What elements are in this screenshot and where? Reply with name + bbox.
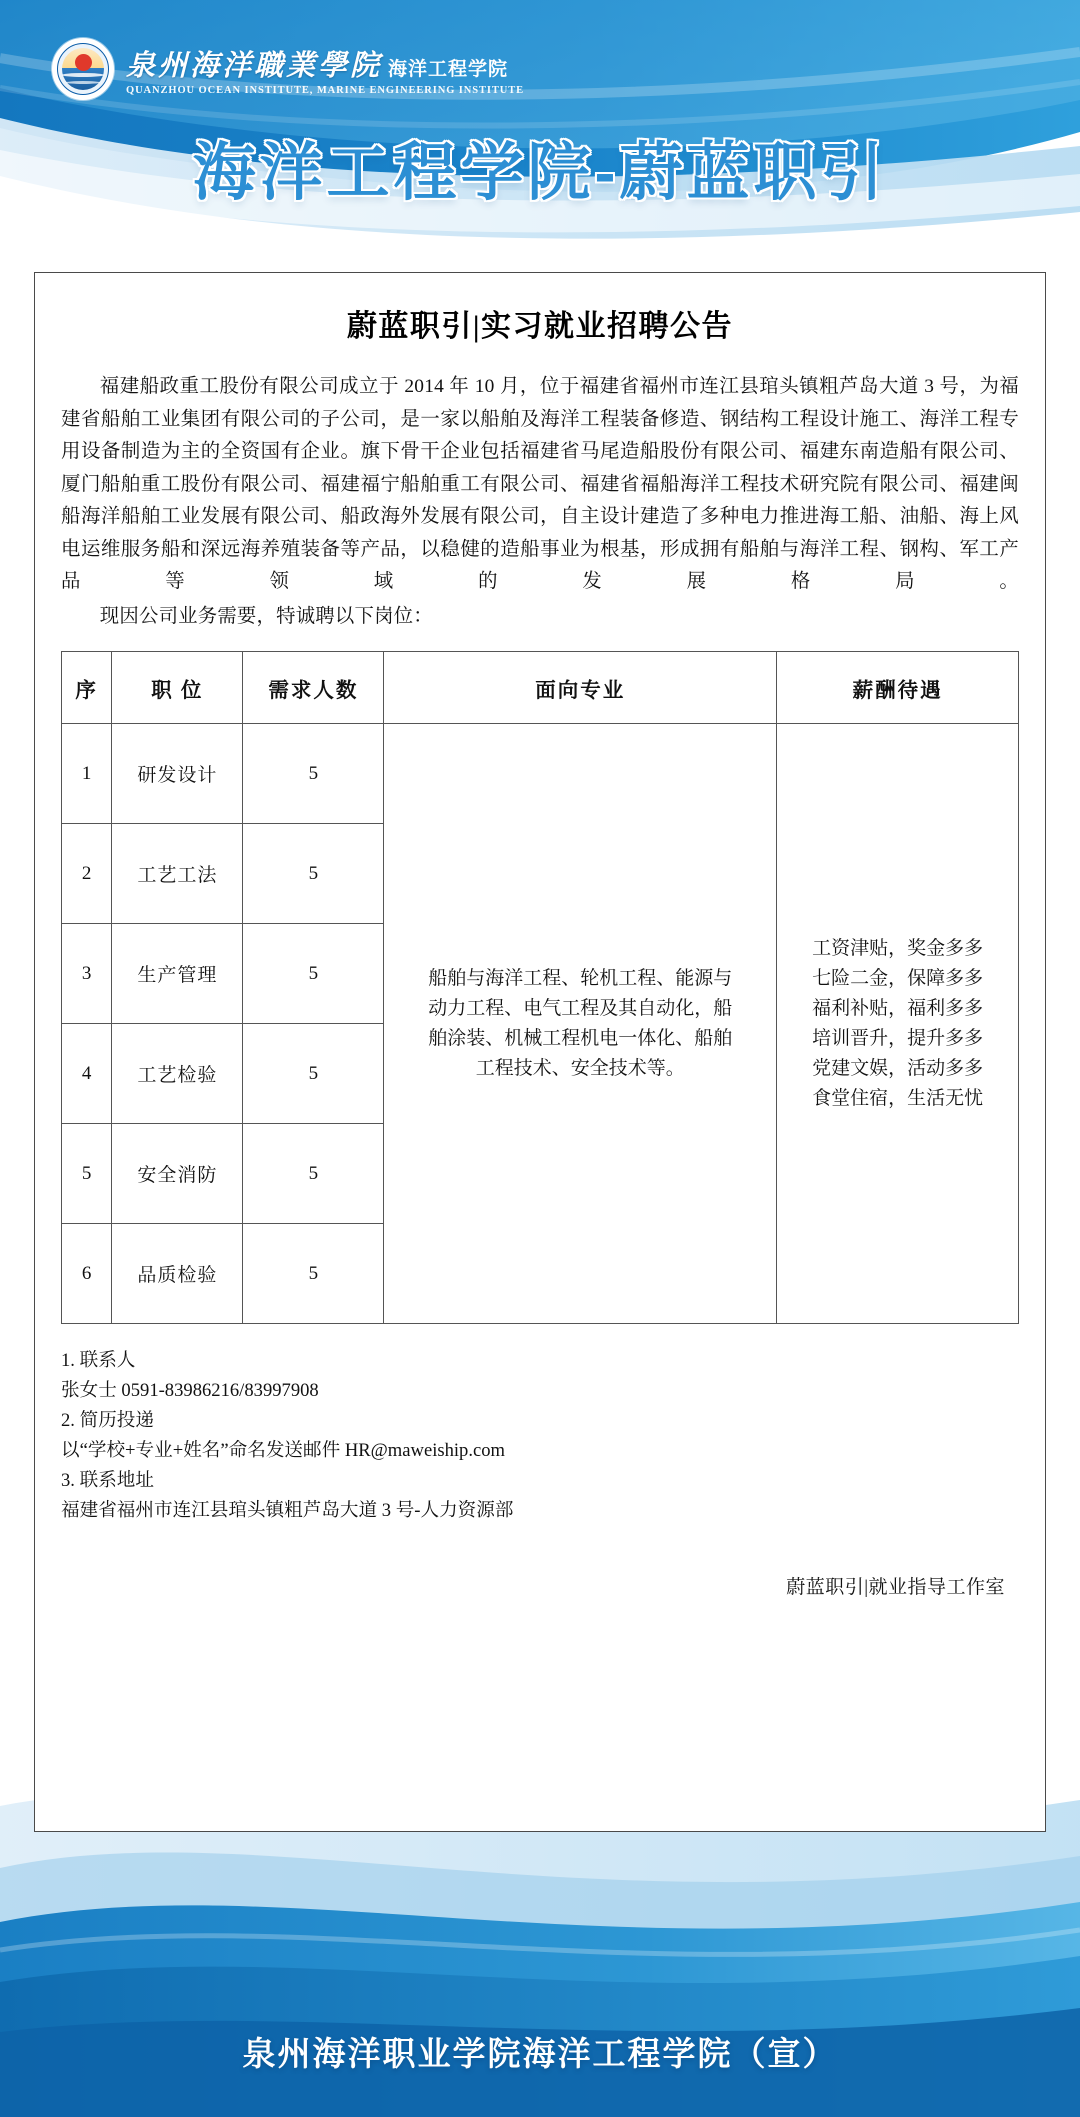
sun-icon (75, 54, 92, 71)
cell-index: 1 (62, 724, 112, 824)
column-header-majors: 面向专业 (384, 652, 777, 724)
contact-address: 福建省福州市连江县琯头镇粗芦岛大道 3 号-人力资源部 (61, 1500, 514, 1521)
job-positions-table (61, 651, 1019, 1324)
cell-count: 5 (243, 724, 384, 824)
cell-index: 4 (62, 1024, 112, 1124)
college-name-cn: 海洋工程学院 (388, 58, 509, 80)
school-seal-logo-icon (52, 38, 114, 100)
pay-line: 党建文娱，活动多多 (812, 1057, 984, 1079)
contact-label-address: 3. 联系地址 (61, 1470, 154, 1491)
footer-title: 泉州海洋职业学院海洋工程学院（宣） (242, 2035, 838, 2072)
cell-position: 工艺检验 (112, 1024, 243, 1124)
cell-index: 3 (62, 924, 112, 1024)
cell-position: 安全消防 (112, 1124, 243, 1224)
announcement-card (34, 272, 1046, 1832)
contact-resume-email: 以“学校+专业+姓名”命名发送邮件 HR@maweiship.com (61, 1440, 506, 1461)
company-introduction (61, 371, 1019, 633)
contact-label-resume: 2. 简历投递 (61, 1410, 154, 1431)
wave-icon (66, 81, 100, 84)
cell-count: 5 (243, 1024, 384, 1124)
cell-count: 5 (243, 824, 384, 924)
cell-position: 研发设计 (112, 724, 243, 824)
pay-line: 食堂住宿，生活无忧 (812, 1087, 984, 1109)
pay-line: 福利补贴，福利多多 (812, 997, 984, 1019)
cell-index: 2 (62, 824, 112, 924)
banner-title: 海洋工程学院-蔚蓝职引 (192, 138, 888, 208)
school-name-cn: 泉州海洋職業學院 (126, 49, 383, 82)
cell-position: 生产管理 (112, 924, 243, 1024)
major-line: 船舶与海洋工程、轮机工程、能源与 (428, 967, 733, 989)
pay-line: 七险二金，保障多多 (812, 967, 984, 989)
cell-position: 工艺工法 (112, 824, 243, 924)
contact-person-phone: 张女士 0591-83986216/83997908 (61, 1380, 319, 1401)
table-header-row (62, 652, 1019, 724)
school-name-en: QUANZHOU OCEAN INSTITUTE, MARINE ENGINEERING INSTITUTE (126, 84, 525, 96)
cell-index: 5 (62, 1124, 112, 1224)
major-line: 工程技术、安全技术等。 (475, 1057, 685, 1079)
cell-majors (384, 724, 777, 1324)
cell-count: 5 (243, 1124, 384, 1224)
header-logo-row (52, 38, 524, 100)
table-row (62, 724, 1019, 824)
cell-pay-benefits (777, 724, 1019, 1324)
cell-position: 品质检验 (112, 1224, 243, 1324)
cell-index: 6 (62, 1224, 112, 1324)
signature-line: 蔚蓝职引|就业指导工作室 (786, 1577, 1005, 1598)
contact-section (61, 1346, 1019, 1526)
announcement-title: 蔚蓝职引|实习就业招聘公告 (346, 310, 734, 343)
major-line: 动力工程、电气工程及其自动化，船 (428, 997, 733, 1019)
cell-count: 5 (243, 1224, 384, 1324)
intro-paragraph-2: 现因公司业务需要，特诚聘以下岗位： (99, 605, 433, 627)
column-header-position: 职 位 (112, 652, 243, 724)
intro-paragraph: 福建船政重工股份有限公司成立于 2014 年 10 月，位于福建省福州市连江县琯头镇粗芦岛大道 3 号，为福建省船舶工业集团有限公司的子公司，是一家以船舶及海洋工程装备修造、钢结构工程设计施工、海洋工程专用设备制造为主的全资国有企业。旗下骨干企业包括福建省马尾造船股份有限公司、福建东南造船有限公司、厦门船舶重工股份有限公司、福建福宁船舶重工有限公司、福建省福船海洋工程技术研究院有限公司、福建闽船海洋船舶工业发展有限公司、船政海外发展有限公司，自主设计建造了多种电力推进海工船、油船、海上风电运维服务船和深远海养殖装备等产品，以稳健的造船事业为根基，形成拥有船舶与海洋工程、钢构、军工产品等领域的发展格局。 (61, 376, 1019, 592)
column-header-pay: 薪酬待遇 (777, 652, 1019, 724)
contact-label-person: 1. 联系人 (61, 1350, 136, 1371)
column-header-index: 序 (62, 652, 112, 724)
major-line: 舶涂装、机械工程机电一体化、船舶 (428, 1027, 733, 1049)
column-header-count: 需求人数 (243, 652, 384, 724)
pay-line: 工资津贴，奖金多多 (812, 937, 984, 959)
cell-count: 5 (243, 924, 384, 1024)
pay-line: 培训晋升，提升多多 (812, 1027, 984, 1049)
